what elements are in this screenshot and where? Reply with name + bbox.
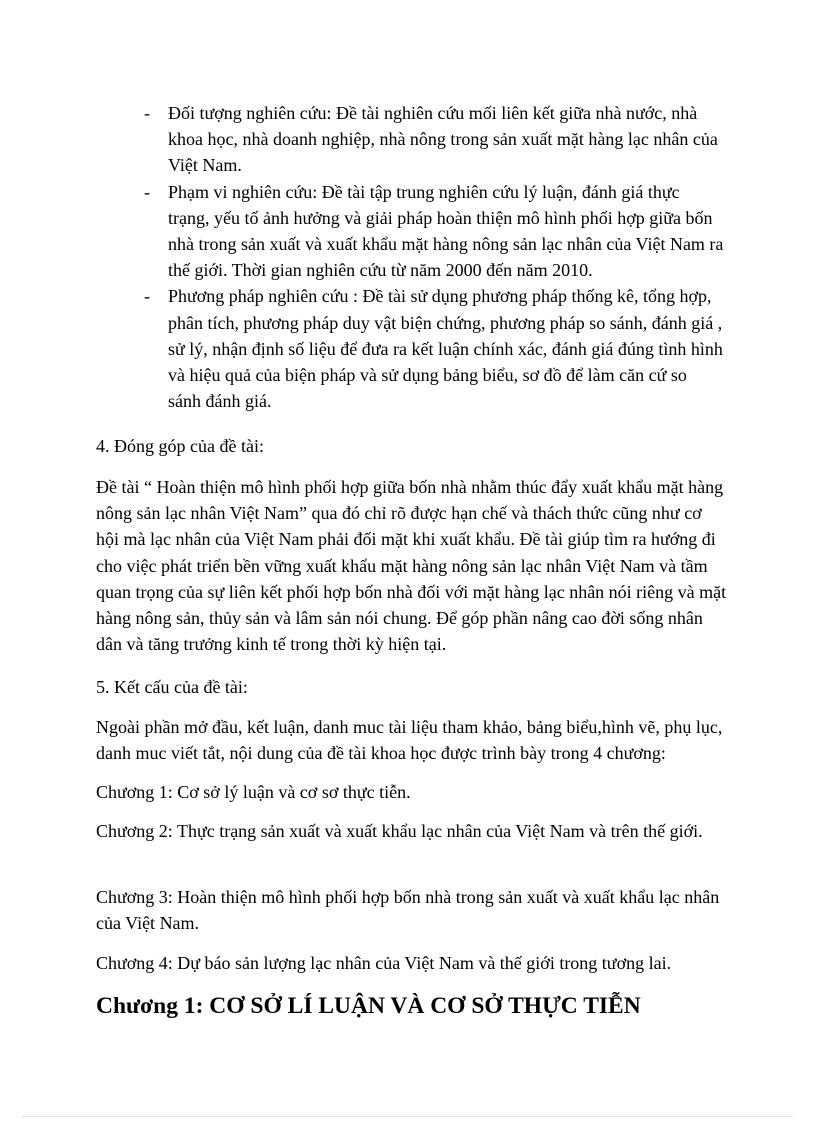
bullet-marker: - <box>144 181 150 202</box>
chapter-4-line: Chương 4: Dự báo sản lượng lạc nhân của Việt Nam và thế giới trong tương lai. <box>96 953 672 973</box>
chapter-1-line: Chương 1: Cơ sở lý luận và cơ sơ thực tiễn. <box>96 782 411 802</box>
page-bottom-divider <box>22 1116 794 1117</box>
section-4-body: Đề tài “ Hoàn thiện mô hình phối hợp giữa bốn nhà nhằm thúc đẩy xuất khẩu mặt hàng nông sản lạc nhân Việt Nam” qua đó chỉ rõ được hạn chế và thách thức cũng như cơ hội mà lạc nhân của Việt Nam phải đối mặt khi xuất khẩu. Đề tài giúp tìm ra hướng đi cho việc phát triển bền vững xuất khẩu mặt hàng nông sản lạc nhân Việt Nam và tầm quan trọng của sự liên kết phối hợp bốn nhà đối với mặt hàng lạc nhân nói riêng và mặt hàng nông sản, thủy sản và lâm sản nói chung. Để góp phần nâng cao đời sống nhân dân và tăng trưởng kinh tế trong thời kỳ hiện tại. <box>96 477 727 655</box>
section-5-intro: Ngoài phần mở đầu, kết luận, danh muc tài liệu tham khảo, bảng biểu,hình vẽ, phụ lục, danh muc viết tắt, nội dung của đề tài khoa học được trình bày trong 4 chương: <box>96 717 723 764</box>
scope-bullet-list <box>144 100 724 414</box>
bullet-research-method <box>144 283 724 414</box>
bullet-research-scope <box>144 179 724 284</box>
chapter-2-line: Chương 2: Thực trạng sản xuất và xuất khẩu lạc nhân của Việt Nam và trên thế giới. <box>96 821 703 841</box>
chapter-1-heading: Chương 1: CƠ SỞ LÍ LUẬN VÀ CƠ SỞ THỰC TIỄN <box>96 993 641 1019</box>
bullet-text: Đối tượng nghiên cứu: Đề tài nghiên cứu mối liên kết giữa nhà nước, nhà khoa học, nhà doanh nghiệp, nhà nông trong sản xuất mặt hàng lạc nhân của Việt Nam. <box>168 103 718 176</box>
bullet-marker: - <box>144 103 150 123</box>
section-4-heading: 4. Đóng góp của đề tài: <box>96 436 264 456</box>
section-5-heading: 5. Kết cấu của đề tài: <box>96 677 248 697</box>
bullet-marker: - <box>144 286 150 307</box>
bullet-text: Phương pháp nghiên cứu : Đề tài sử dụng phương pháp thống kê, tổng hợp, phân tích, phương pháp duy vật biện chứng, phương pháp so sánh, đánh giá , sử lý, nhận định số liệu để đưa ra kết luận chính xác, đánh giá đúng tình hình và hiệu quả của biện pháp và sử dụng bảng biểu, sơ đồ để làm căn cứ so sánh đánh giá. <box>168 286 723 412</box>
bullet-text: Phạm vi nghiên cứu: Đề tài tập trung nghiên cứu lý luận, đánh giá thực trạng, yếu tố ảnh hưởng và giải pháp hoàn thiện mô hình phối hợp giữa bốn nhà trong sản xuất và xuất khẩu mặt hàng nông sản lạc nhân của Việt Nam ra thế giới. Thời gian nghiên cứu từ năm 2000 đến năm 2010. <box>168 181 724 281</box>
bullet-research-object <box>144 100 724 179</box>
chapter-3-line: Chương 3: Hoàn thiện mô hình phối hợp bốn nhà trong sản xuất và xuất khẩu lạc nhân của Việt Nam. <box>96 887 720 934</box>
